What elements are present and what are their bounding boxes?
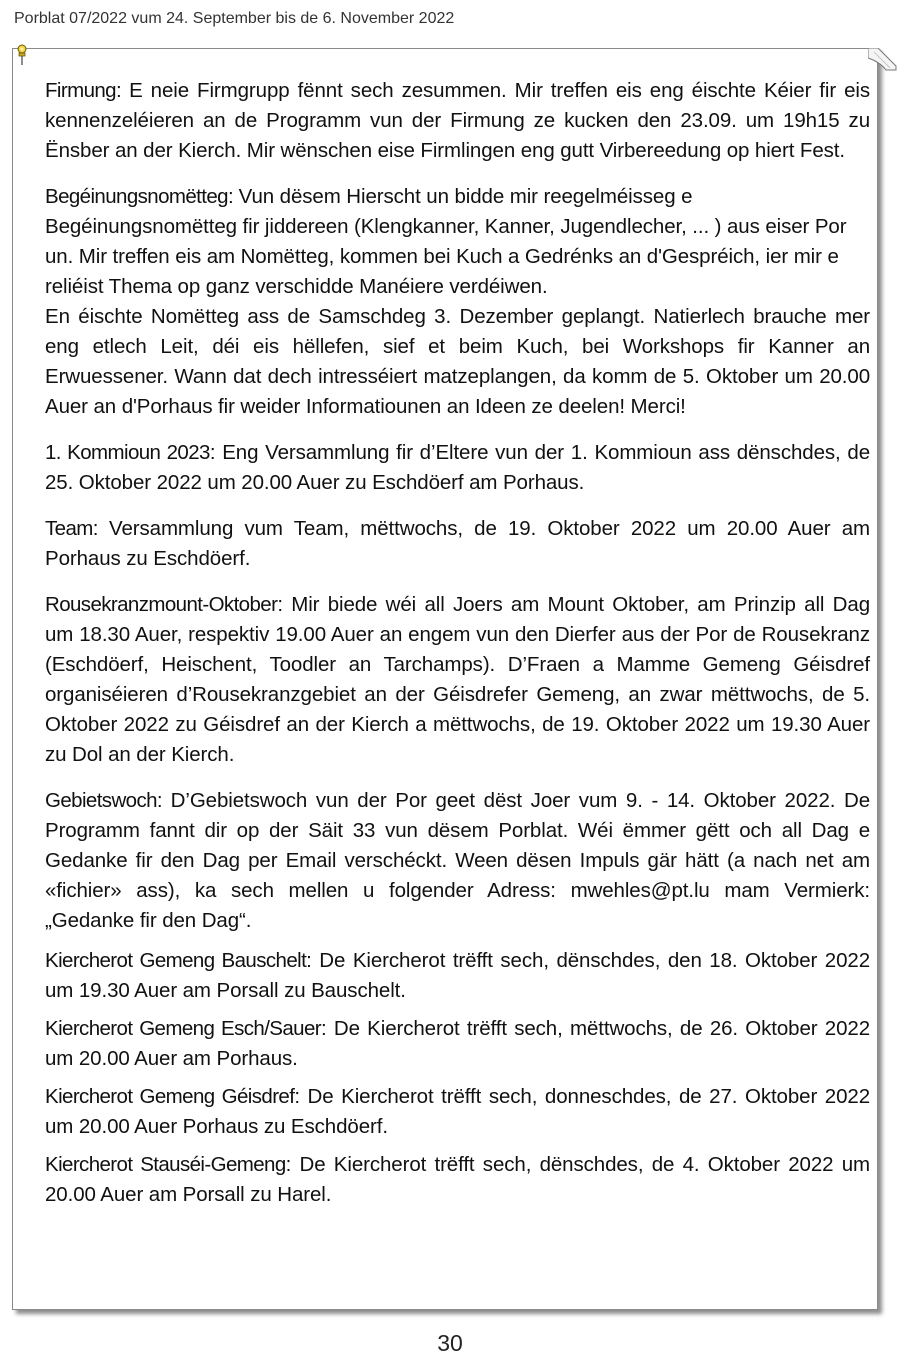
paragraph-label: Rousekranzmount-Oktober — [45, 593, 278, 616]
paragraph-label: Team: — [45, 517, 98, 540]
paragraph-gebietswoch — [45, 786, 870, 936]
page-curl-icon — [868, 48, 898, 76]
paragraph-text: D’Gebietswoch vun der Por geet dëst Joer vum 9. - 14. Oktober 2022. De Programm fannt dir op der Säit 33 vun dësem Porblat. Wéi ëmmer gëtt och all Dag e Gedanke fir den Dag per Email verschéckt. Ween dësen Impuls gär hätt (a nach net am «fichier» ass), ka sech mellen u folgender Adress: mwehles@pt.lu mam Vermierk: „Gedanke fir den Dag“. — [45, 789, 870, 932]
paragraph-begeinungsnometteg — [45, 182, 870, 302]
paragraph-text: : De Kiercherot trëfft sech, dënschdes, den 18. Oktober 2022 um 19.30 Auer am Porsall zu Bauschelt. — [45, 949, 870, 1002]
paragraph-firmung — [45, 76, 870, 166]
paragraph-kiercherot-geisdref — [45, 1082, 870, 1142]
running-header: Porblat 07/2022 vum 24. September bis de 6. November 2022 — [14, 10, 455, 27]
paragraph-label: Gebietswoch: — [45, 789, 163, 812]
paragraph-label: 1. Kommioun 2023 — [45, 441, 210, 464]
paragraph-text: : De Kiercherot trëfft sech, donneschdes, de 27. Oktober 2022 um 20.00 Auer Porhaus zu Eschdöerf. — [45, 1085, 870, 1138]
paragraph-label: Kiercherot Gemeng Géisdref — [45, 1085, 295, 1108]
paragraph-begeinungsnometteg-continued — [45, 302, 870, 422]
paragraph-text: : Eng Versammlung fir d’Eltere vun der 1. Kommioun ass dënschdes, de 25. Oktober 2022 um 20.00 Auer zu Eschdöerf am Porhaus. — [45, 441, 870, 494]
paragraph-text: Vun dësem Hierscht un bidde mir reegelméisseg e Begéinungsnomëtteg fir jiddereen (Klengkanner, Kanner, Jugendlecher, ... ) aus eiser Por un. Mir treffen eis am Nomëtteg, kommen bei Kuch a Gedrénks an d'Gespréich, ier mir e reliéist Thema op ganz verschidde Manéiere verdéiwen. — [45, 185, 847, 298]
paragraph-text: : De Kiercherot trëfft sech, dënschdes, de 4. Oktober 2022 um 20.00 Auer am Porsall zu Harel. — [45, 1153, 870, 1206]
page-number: 30 — [437, 1330, 463, 1356]
paragraph-label: Firmung: — [45, 79, 122, 102]
paragraph-team — [45, 514, 870, 574]
paragraph-kiercherot-stausei — [45, 1150, 870, 1210]
paragraph-kommioun — [45, 438, 870, 498]
paragraph-text: En éischte Nomëtteg ass de Samschdeg 3. Dezember geplangt. Natierlech brauche mer eng etlech Leit, déi eis hëllefen, sief et beim Kuch, bei Workshops fir Kanner an Erwuessener. Wann dat dech intresséiert matzeplangen, da komm de 5. Oktober um 20.00 Auer an d'Porhaus fir weider Informatiounen an Ideen ze deelen! Merci! — [45, 305, 870, 418]
paragraph-text: Versammlung vum Team, mëttwochs, de 19. Oktober 2022 um 20.00 Auer am Porhaus zu Eschdöerf. — [45, 517, 870, 570]
paragraph-label: Begéinungsnomëtteg: — [45, 185, 234, 208]
paragraph-label: Kiercherot Gemeng Bauschelt — [45, 949, 307, 972]
paragraph-label: Kiercherot Stauséi-Gemeng — [45, 1153, 286, 1176]
paragraph-label: Kiercherot Gemeng Esch/Sauer — [45, 1017, 321, 1040]
pushpin-icon — [16, 44, 28, 66]
paragraph-text: : De Kiercherot trëfft sech, mëttwochs, de 26. Oktober 2022 um 20.00 Auer am Porhaus. — [45, 1017, 871, 1070]
article-body — [45, 76, 870, 1210]
paragraph-kiercherot-bauschelt — [45, 946, 870, 1006]
paragraph-text: E neie Firmgrupp fënnt sech zesummen. Mir treffen eis eng éischte Kéier fir eis kennenzeléieren an de Programm vun der Firmung ze kucken den 23.09. um 19h15 zu Ënsber an der Kierch. Mir wënschen eise Firmlingen eng gutt Virbereedung op hiert Fest. — [45, 79, 870, 162]
paragraph-kiercherot-esch-sauer — [45, 1014, 870, 1074]
paragraph-text: : Mir biede wéi all Joers am Mount Oktober, am Prinzip all Dag um 18.30 Auer, respektiv 19.00 Auer an engem vun den Dierfer aus der Por de Rousekranz (Eschdöerf, Heischent, Toodler an Tarchamps). D’Fraen a Mamme Gemeng Géisdref organiséieren d’Rousekranzgebiet an der Géisdrefer Gemeng, an zwar mëttwochs, de 5. Oktober 2022 zu Géisdref an der Kierch a mëttwochs, de 19. Oktober 2022 um 19.30 Auer zu Dol an der Kierch. — [45, 593, 870, 766]
paragraph-rousekranz — [45, 590, 870, 770]
